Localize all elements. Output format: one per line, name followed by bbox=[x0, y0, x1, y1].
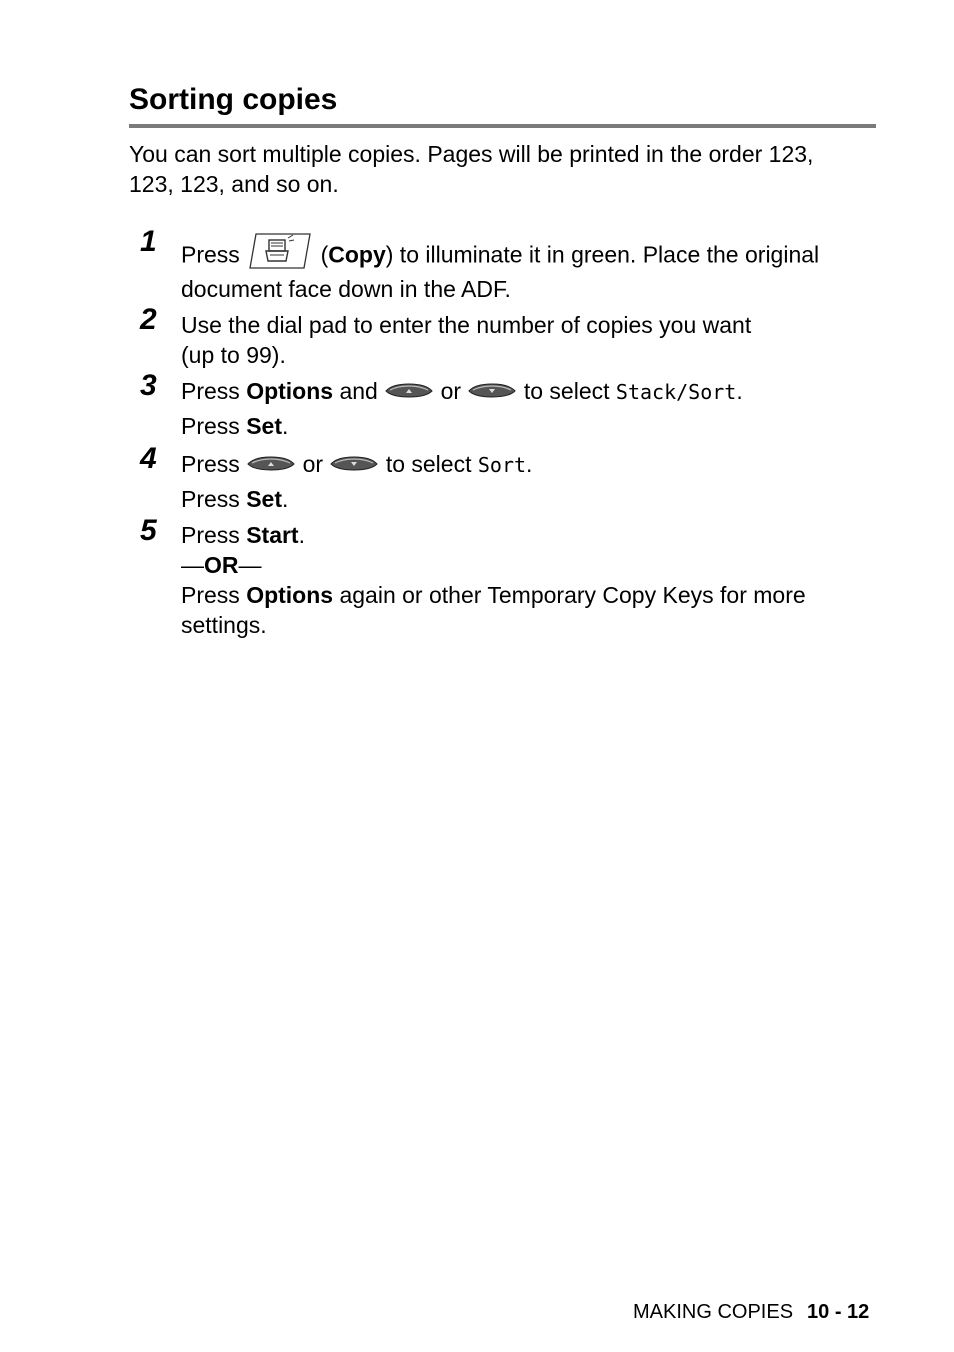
step-number-2: 2 bbox=[140, 303, 157, 336]
step-3-line-1 bbox=[181, 376, 743, 408]
step-3-line-2 bbox=[181, 411, 288, 441]
step-4-line-1 bbox=[181, 449, 532, 481]
step-3-or: or bbox=[440, 378, 462, 404]
step-1-paren: ( bbox=[320, 241, 329, 268]
step-3-period2: . bbox=[281, 413, 289, 439]
step-3-period: . bbox=[736, 378, 743, 404]
or-dash-left: — bbox=[181, 552, 204, 578]
step-4-line-2 bbox=[181, 484, 288, 514]
step-2-line-1: Use the dial pad to enter the number of copies you want bbox=[181, 312, 752, 338]
down-arrow-key-icon bbox=[329, 448, 379, 478]
footer-section-name: MAKING COPIES bbox=[633, 1301, 794, 1323]
page-footer bbox=[633, 1300, 869, 1324]
copy-key-icon bbox=[246, 231, 314, 278]
step-4-press-text: Press bbox=[181, 451, 240, 477]
step-4-period2: . bbox=[281, 486, 289, 512]
step-3-key-options: Options bbox=[246, 378, 334, 404]
step-number-1: 1 bbox=[140, 225, 157, 258]
up-arrow-key-icon bbox=[384, 375, 434, 405]
step-3-key-set: Set bbox=[246, 413, 282, 439]
step-4-period: . bbox=[526, 451, 533, 477]
step-5-or-separator bbox=[181, 550, 262, 580]
step-3-press2: Press bbox=[181, 413, 240, 439]
step-4-or: or bbox=[302, 451, 324, 477]
step-5-press-text: Press bbox=[181, 522, 240, 548]
step-number-4: 4 bbox=[140, 442, 157, 475]
step-5-press2: Press bbox=[181, 582, 240, 608]
footer-page-number: 10 - 12 bbox=[807, 1301, 870, 1323]
step-5-key-start: Start bbox=[246, 522, 299, 548]
step-4-to-select: to select bbox=[385, 451, 472, 477]
step-1-press-text: Press bbox=[181, 241, 240, 268]
step-5-line-4: settings. bbox=[181, 612, 267, 638]
intro-paragraph bbox=[129, 139, 889, 199]
step-5-rest: again or other Temporary Copy Keys for more bbox=[339, 582, 806, 608]
step-number-3: 3 bbox=[140, 369, 157, 402]
section-title: Sorting copies bbox=[129, 83, 338, 116]
step-4-press2: Press bbox=[181, 486, 240, 512]
step-3-to-select: to select bbox=[523, 378, 610, 404]
step-4-key-set: Set bbox=[246, 486, 282, 512]
step-1-line-2: document face down in the ADF. bbox=[181, 276, 511, 302]
step-4-lcd-value: Sort bbox=[477, 453, 527, 477]
step-5-key-options: Options bbox=[246, 582, 334, 608]
step-1-line-1 bbox=[181, 233, 819, 280]
step-5-line-1 bbox=[181, 520, 305, 550]
step-5-period: . bbox=[298, 522, 305, 548]
step-3-and: and bbox=[339, 378, 378, 404]
step-number-5: 5 bbox=[140, 514, 157, 547]
step-2-line-2: (up to 99). bbox=[181, 342, 286, 368]
up-arrow-key-icon bbox=[246, 448, 296, 478]
step-5-line-3 bbox=[181, 580, 806, 610]
step-3-lcd-value: Stack/Sort bbox=[615, 380, 737, 404]
or-dash-right: — bbox=[238, 552, 262, 578]
step-3-press-text: Press bbox=[181, 378, 240, 404]
step-1-key-copy: Copy bbox=[328, 241, 386, 268]
intro-line-1: You can sort multiple copies. Pages will be printed in the order 123, bbox=[129, 141, 814, 167]
title-underline bbox=[129, 124, 876, 128]
intro-line-2: 123, 123, and so on. bbox=[129, 171, 339, 197]
step-1-rest: ) to illuminate it in green. Place the original bbox=[385, 241, 820, 268]
or-label: OR bbox=[204, 552, 239, 578]
down-arrow-key-icon bbox=[467, 375, 517, 405]
